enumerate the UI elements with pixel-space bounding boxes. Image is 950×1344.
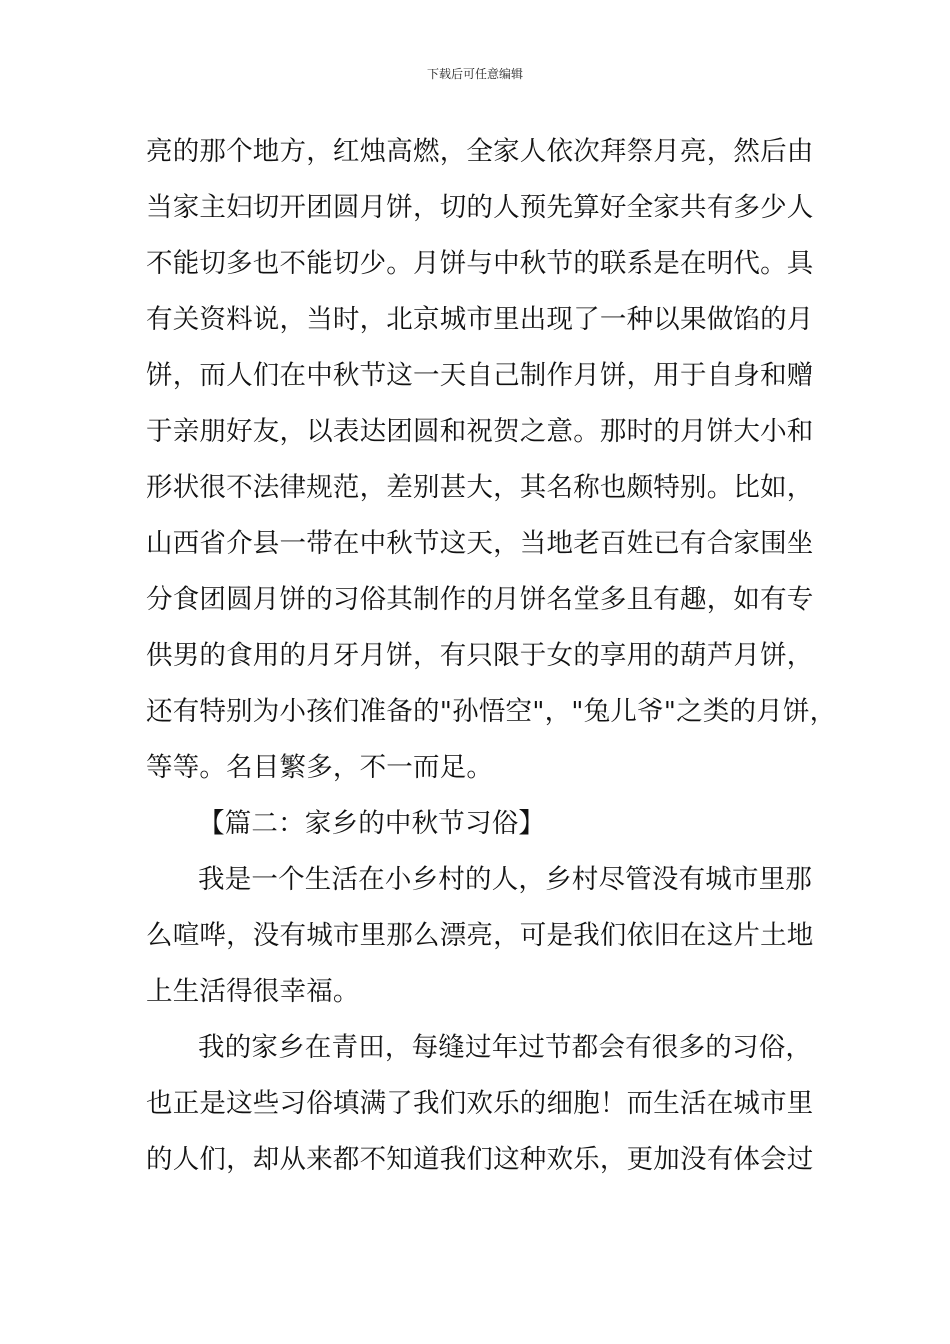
text-line: 分食团圆月饼的习俗其制作的月饼名堂多且有趣，如有专 — [146, 584, 814, 615]
section-heading: 【篇二：家乡的中秋节习俗】 — [198, 808, 546, 839]
text-line: 形状很不法律规范，差别甚大，其名称也颇特别。比如， — [146, 472, 814, 503]
text-line: 么喧哗，没有城市里那么漂亮，可是我们依旧在这片土地 — [146, 920, 814, 951]
text-line: 我的家乡在青田，每缝过年过节都会有很多的习俗， — [198, 1032, 813, 1063]
text-line: 饼，而人们在中秋节这一天自己制作月饼，用于自身和赠 — [146, 360, 814, 391]
text-line: 于亲朋好友，以表达团圆和祝贺之意。那时的月饼大小和 — [146, 416, 814, 447]
text-line: 不能切多也不能切少。月饼与中秋节的联系是在明代。具 — [146, 248, 814, 279]
document-body — [146, 128, 836, 1192]
text-line: 亮的那个地方，红烛高燃，全家人依次拜祭月亮，然后由 — [146, 136, 814, 167]
page-header: 下载后可任意编辑 — [426, 67, 523, 81]
text-line: 的人们，却从来都不知道我们这种欢乐，更加没有体会过 — [146, 1144, 814, 1175]
text-line: 供男的食用的月牙月饼，有只限于女的享用的葫芦月饼， — [146, 640, 814, 671]
text-line: 当家主妇切开团圆月饼，切的人预先算好全家共有多少人 — [146, 192, 814, 223]
paragraph-2 — [146, 856, 836, 1024]
text-line: 等等。名目繁多，不一而足。 — [146, 752, 494, 783]
text-line: 也正是这些习俗填满了我们欢乐的细胞！而生活在城市里 — [146, 1088, 814, 1119]
text-line: 山西省介县一带在中秋节这天，当地老百姓已有合家围坐 — [146, 528, 814, 559]
text-line: 我是一个生活在小乡村的人，乡村尽管没有城市里那 — [198, 864, 813, 895]
text-line: 上生活得很幸福。 — [146, 976, 360, 1007]
text-line: 有关资料说，当时，北京城市里出现了一种以果做馅的月 — [146, 304, 814, 335]
paragraph-1 — [146, 128, 836, 800]
text-line: 还有特别为小孩们准备的"孙悟空"，"兔儿爷"之类的月饼， — [146, 696, 837, 727]
paragraph-3 — [146, 1024, 836, 1192]
